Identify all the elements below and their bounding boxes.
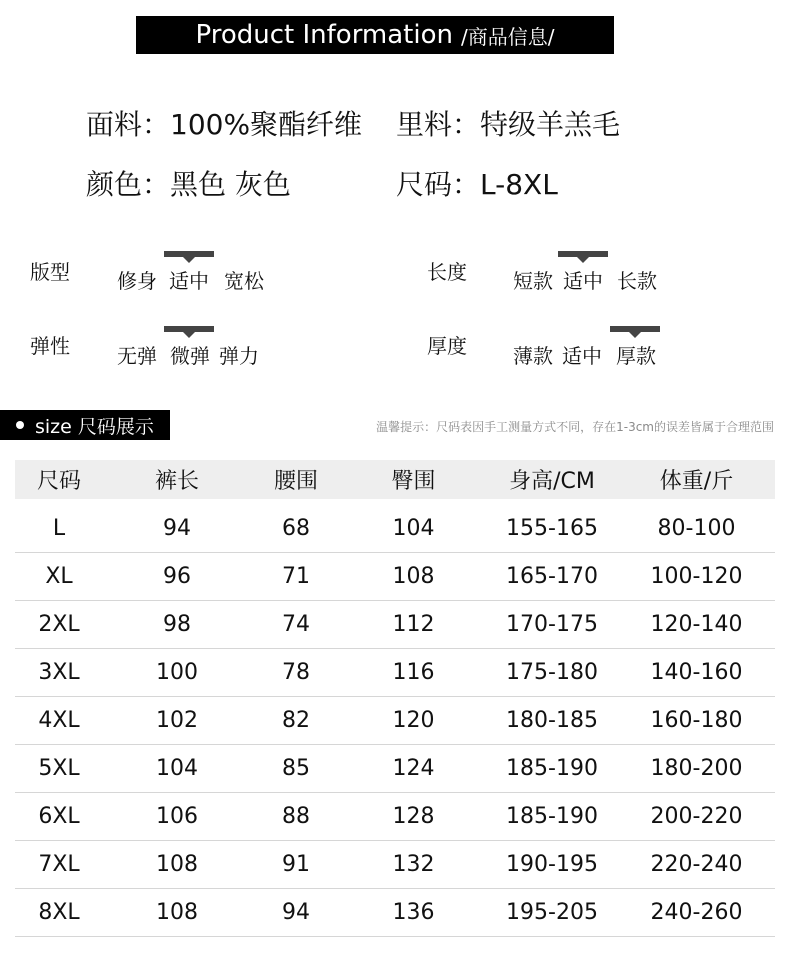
elasticity-label: 弹性 [30,334,70,358]
header-hip: 臀围 [341,460,486,499]
spec-size: 尺码：L-8XL [396,168,558,201]
fit-option-regular: 适中 [169,269,209,293]
cell-weight: 100-120 [618,553,775,601]
cell-height: 155-165 [486,499,618,553]
cell-size: XL [15,553,103,601]
cell-height: 165-170 [486,553,618,601]
cell-hip: 120 [341,697,486,745]
length-option-short: 短款 [513,269,553,293]
cell-pants-length: 108 [103,841,251,889]
cell-size: L [15,499,103,553]
fit-option-loose: 宽松 [224,269,264,293]
cell-height: 185-190 [486,745,618,793]
cell-pants-length: 102 [103,697,251,745]
table-row [15,745,775,793]
header-pants-length: 裤长 [103,460,251,499]
fit-option-slim: 修身 [117,269,157,293]
cell-waist: 88 [251,793,341,841]
length-option-regular: 适中 [563,269,603,293]
cell-waist: 74 [251,601,341,649]
cell-size: 3XL [15,649,103,697]
cell-size: 7XL [15,841,103,889]
size-section-title: size 尺码展示 [35,415,154,438]
cell-weight: 200-220 [618,793,775,841]
length-selected-marker [558,251,608,257]
cell-height: 195-205 [486,889,618,937]
cell-waist: 78 [251,649,341,697]
cell-height: 175-180 [486,649,618,697]
cell-waist: 85 [251,745,341,793]
elasticity-option-stretch: 弹力 [219,344,259,368]
cell-waist: 94 [251,889,341,937]
cell-weight: 160-180 [618,697,775,745]
size-table-header-row [15,460,775,499]
table-row [15,553,775,601]
cell-pants-length: 100 [103,649,251,697]
cell-size: 4XL [15,697,103,745]
cell-weight: 120-140 [618,601,775,649]
cell-waist: 71 [251,553,341,601]
cell-pants-length: 94 [103,499,251,553]
cell-size: 5XL [15,745,103,793]
table-row [15,649,775,697]
table-row [15,697,775,745]
cell-weight: 220-240 [618,841,775,889]
size-table-body [15,499,775,937]
table-row [15,499,775,553]
cell-waist: 91 [251,841,341,889]
thickness-option-thin: 薄款 [513,344,553,368]
table-row [15,601,775,649]
bullet-dot-icon [16,421,24,429]
product-info-banner [136,16,614,54]
cell-height: 170-175 [486,601,618,649]
fit-selected-marker [164,251,214,257]
cell-height: 190-195 [486,841,618,889]
cell-hip: 104 [341,499,486,553]
cell-hip: 116 [341,649,486,697]
spec-color: 颜色：黑色 灰色 [86,168,291,201]
thickness-option-thick: 厚款 [616,344,656,368]
size-section-tag [0,410,170,440]
cell-size: 8XL [15,889,103,937]
header-height: 身高/CM [486,460,618,499]
cell-height: 180-185 [486,697,618,745]
thickness-option-regular: 适中 [562,344,602,368]
banner-title-cn: /商品信息/ [461,24,555,49]
cell-height: 185-190 [486,793,618,841]
cell-hip: 132 [341,841,486,889]
spec-lining: 里料：特级羊羔毛 [396,108,621,141]
cell-hip: 128 [341,793,486,841]
elasticity-selected-marker [164,326,214,332]
cell-weight: 140-160 [618,649,775,697]
cell-size: 6XL [15,793,103,841]
thickness-selected-marker [610,326,660,332]
thickness-label: 厚度 [427,334,467,358]
cell-weight: 240-260 [618,889,775,937]
cell-hip: 124 [341,745,486,793]
length-option-long: 长款 [617,269,657,293]
cell-pants-length: 98 [103,601,251,649]
elasticity-option-slight: 微弹 [170,344,210,368]
table-row [15,889,775,937]
cell-size: 2XL [15,601,103,649]
cell-waist: 82 [251,697,341,745]
cell-hip: 136 [341,889,486,937]
cell-weight: 80-100 [618,499,775,553]
cell-pants-length: 106 [103,793,251,841]
header-waist: 腰围 [251,460,341,499]
length-label: 长度 [427,260,467,284]
cell-waist: 68 [251,499,341,553]
cell-hip: 108 [341,553,486,601]
cell-pants-length: 104 [103,745,251,793]
spec-fabric: 面料：100%聚酯纤维 [86,108,363,141]
elasticity-option-none: 无弹 [117,344,157,368]
header-size: 尺码 [15,460,103,499]
table-row [15,793,775,841]
cell-pants-length: 108 [103,889,251,937]
cell-hip: 112 [341,601,486,649]
size-table [15,460,775,937]
header-weight: 体重/斤 [618,460,775,499]
banner-title-en: Product Information [195,20,453,50]
cell-pants-length: 96 [103,553,251,601]
cell-weight: 180-200 [618,745,775,793]
fit-label: 版型 [30,260,70,284]
table-row [15,841,775,889]
measurement-note: 温馨提示：尺码表因手工测量方式不同，存在1-3cm的误差皆属于合理范围 [376,420,774,434]
